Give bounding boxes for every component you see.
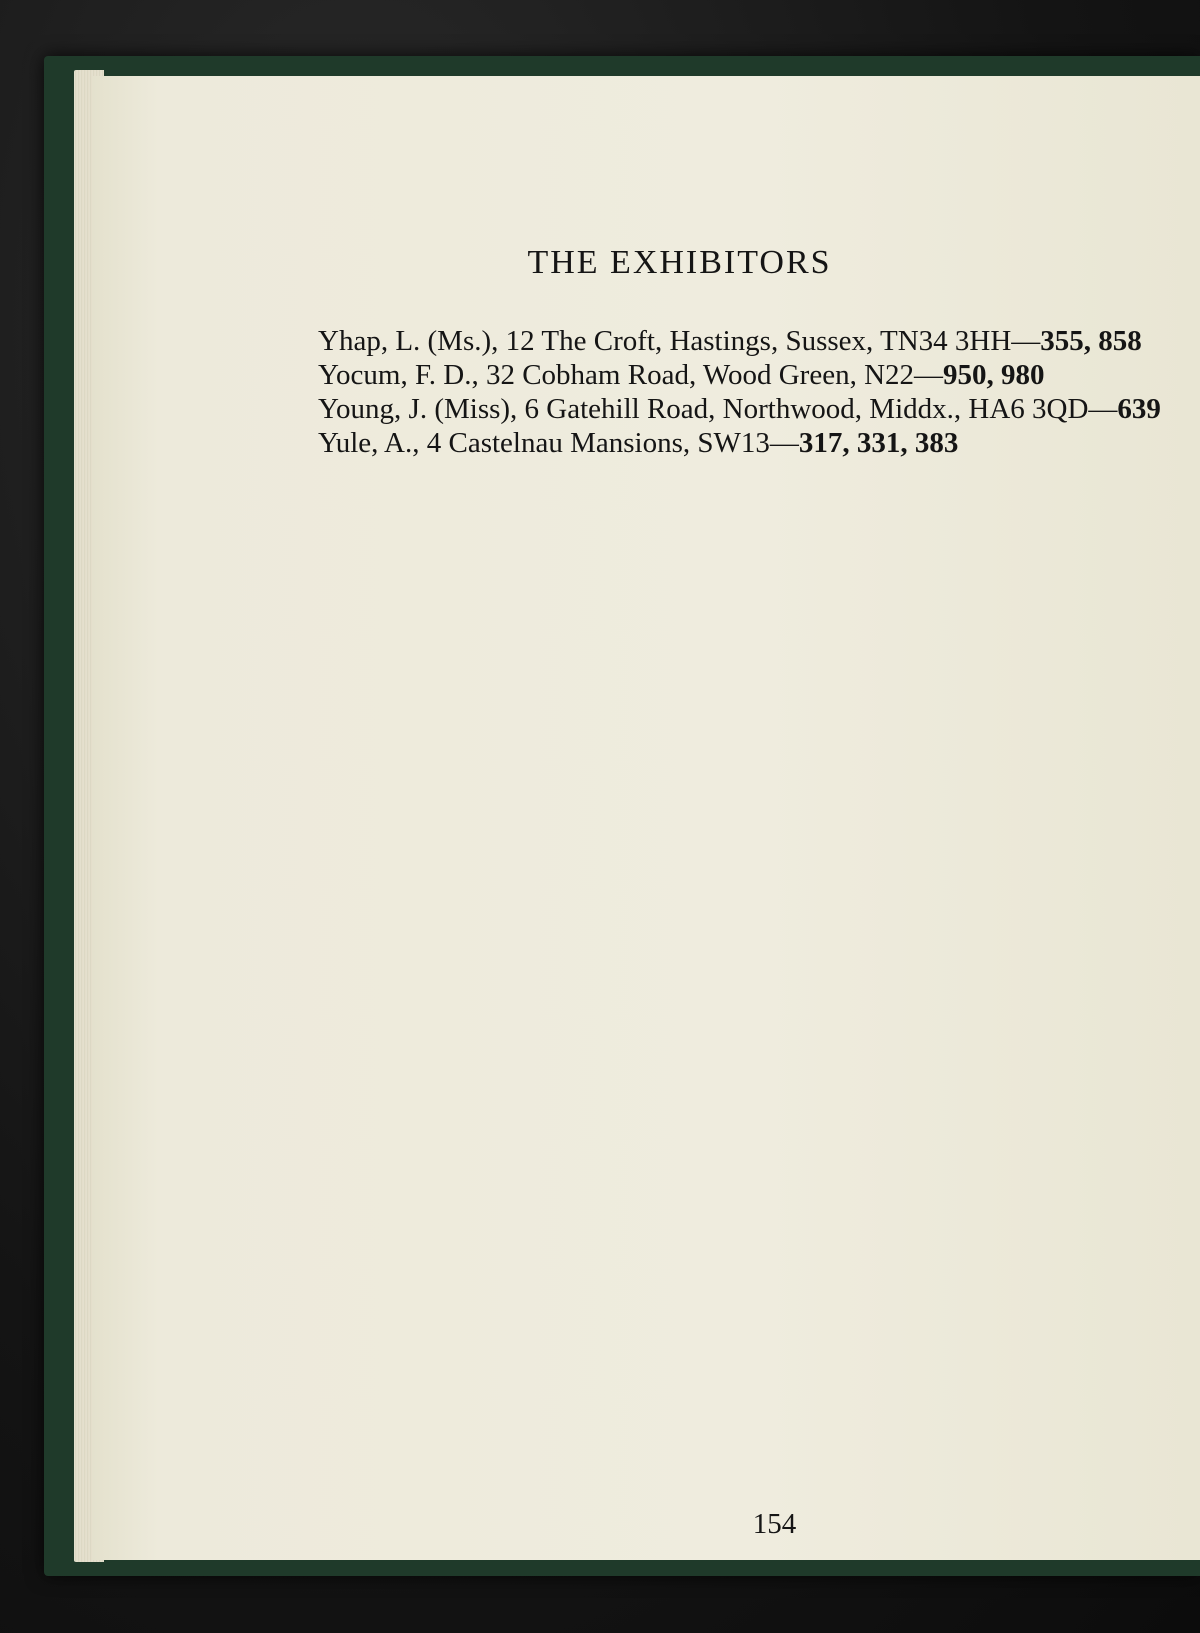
exhibitor-list <box>318 324 1200 460</box>
exhibitor-address: Young, J. (Miss), 6 Gatehill Road, Northwood, Middx., HA6 3QD— <box>318 393 1118 425</box>
page-number: 154 <box>752 1508 797 1540</box>
exhibit-numbers: 639 <box>1117 393 1161 425</box>
exhibitor-address: Yhap, L. (Ms.), 12 The Croft, Hastings, Sussex, TN34 3HH— <box>318 325 1041 357</box>
page-title: THE EXHIBITORS <box>527 244 832 281</box>
list-item <box>318 392 1200 426</box>
list-item <box>318 426 1200 460</box>
exhibitor-address: Yocum, F. D., 32 Cobham Road, Wood Green, N22— <box>318 359 944 391</box>
exhibit-numbers: 950, 980 <box>943 359 1045 391</box>
exhibit-numbers: 355, 858 <box>1040 325 1142 357</box>
list-item <box>318 358 1200 392</box>
book-page <box>92 76 1200 1560</box>
exhibitor-address: Yule, A., 4 Castelnau Mansions, SW13— <box>318 427 799 459</box>
exhibit-numbers: 317, 331, 383 <box>798 427 959 459</box>
list-item <box>318 324 1200 358</box>
